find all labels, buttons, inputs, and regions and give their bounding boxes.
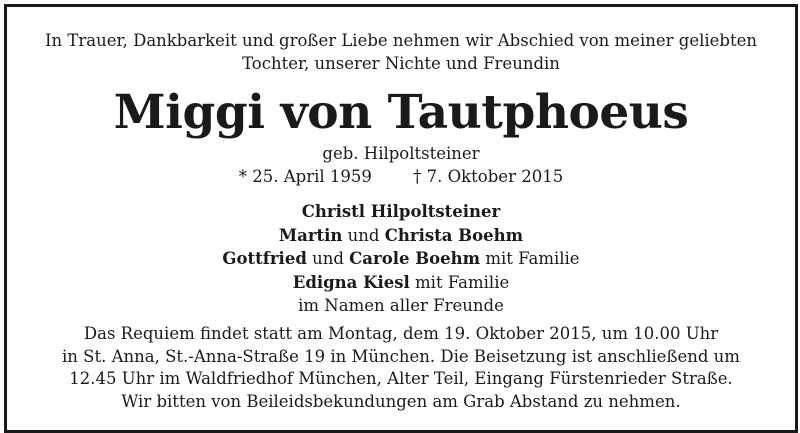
intro-text xyxy=(7,29,795,75)
mourner-row xyxy=(7,224,795,248)
mourner-row xyxy=(7,247,795,271)
service-line: Wir bitten von Beileidsbekundungen am Grab Abstand zu nehmen. xyxy=(121,391,681,411)
birth-name: geb. Hilpoltsteiner xyxy=(322,144,480,163)
intro-line: Tochter, unserer Nichte und Freundin xyxy=(242,54,560,73)
service-line: in St. Anna, St.-Anna-Straße 19 in München. Die Beisetzung ist anschließend um xyxy=(62,346,740,366)
deceased-name: Miggi von Tautphoeus xyxy=(113,85,689,140)
mourner-row xyxy=(7,271,795,295)
mourner-joiner: und xyxy=(306,249,350,268)
mourner-name: Christl Hilpoltsteiner xyxy=(301,202,501,221)
birth-date: * 25. April 1959 xyxy=(238,167,372,186)
death-date: † 7. Oktober 2015 xyxy=(413,167,564,186)
life-dates xyxy=(7,166,795,188)
service-line: 12.45 Uhr im Waldfriedhof München, Alter Teil, Eingang Fürstenrieder Straße. xyxy=(69,369,733,388)
mourner-name: Christa Boehm xyxy=(384,225,524,245)
service-line: Das Requiem findet statt am Montag, dem 19. Oktober 2015, um 10.00 Uhr xyxy=(83,324,719,343)
mourners-list xyxy=(7,200,795,318)
mourner-row xyxy=(7,200,795,224)
mourner-name: Carole Boehm xyxy=(349,249,481,268)
mourner-name: Martin xyxy=(278,225,343,245)
mourner-name: Gottfried xyxy=(222,249,307,268)
mourner-suffix: mit Familie xyxy=(480,249,580,268)
obituary-frame xyxy=(4,4,798,433)
mourner-suffix: mit Familie xyxy=(409,272,510,292)
mourner-row: im Namen aller Freunde xyxy=(298,296,504,315)
mourner-name: Edigna Kiesl xyxy=(292,272,410,292)
service-info xyxy=(7,323,795,413)
mourner-joiner: und xyxy=(342,225,385,245)
intro-line: In Trauer, Dankbarkeit und großer Liebe nehmen wir Abschied von meiner geliebten xyxy=(45,31,757,50)
